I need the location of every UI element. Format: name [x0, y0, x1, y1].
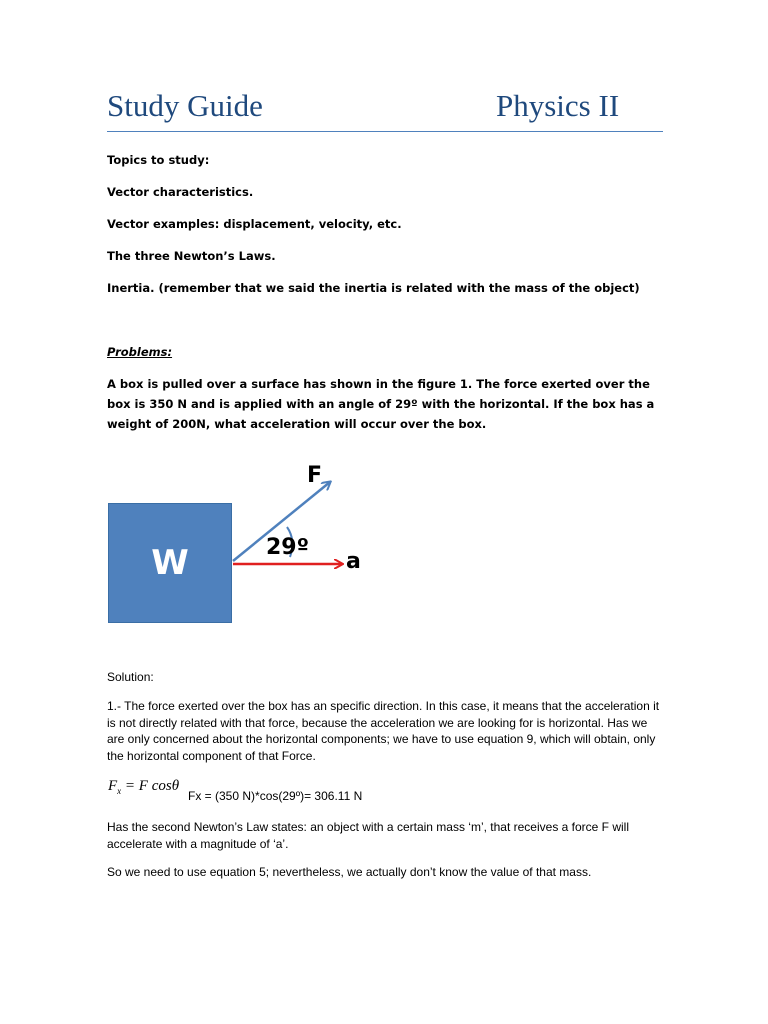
- angle-label: 29º: [266, 535, 310, 560]
- title-physics: Physics II: [496, 88, 620, 123]
- arrows-svg: [100, 455, 400, 635]
- topics-heading: Topics to study:: [107, 153, 210, 167]
- topic-item: Inertia. (remember that we said the inertia is related with the mass of the object): [107, 281, 640, 295]
- newton-text: Has the second Newton’s Law states: an object with a certain mass ‘m’, that receives a force F will accelerate with a magnitude of ‘a’.: [107, 820, 630, 851]
- force-label: F: [307, 463, 323, 488]
- problem-statement: A box is pulled over a surface has shown in the figure 1. The force exerted over the box is 350 N and is applied with an angle of 29º with the horizontal. If the box has a weight of 200N, what acceleration will occur over the box.: [107, 377, 655, 431]
- formula-lhs: F: [108, 778, 118, 794]
- formula-sub: x: [117, 786, 122, 796]
- title-rule: [107, 131, 663, 132]
- title-study-guide: Study Guide: [107, 88, 263, 123]
- equation5-text: So we need to use equation 5; nevertheless, we actually don’t know the value of that mass.: [107, 865, 592, 879]
- force-diagram: [100, 455, 400, 635]
- topic-item: Vector examples: displacement, velocity, etc.: [107, 217, 402, 231]
- formula-rhs: = F cosθ: [124, 778, 180, 794]
- solution-heading: Solution:: [107, 670, 154, 684]
- solution-step-1: 1.- The force exerted over the box has an specific direction. In this case, it means that the acceleration it is not directly related with that force, because the acceleration we are looking for is horizontal. Has we are only concerned about the horizontal components; we have to use equation 9, which will obtain, only the horizontal component of that Force.: [107, 699, 660, 763]
- problems-heading: Problems:: [107, 345, 173, 359]
- weight-label: W: [151, 543, 189, 583]
- formula: [108, 778, 179, 796]
- calculation: Fx = (350 N)*cos(29º)= 306.11 N: [188, 789, 363, 803]
- topic-item: Vector characteristics.: [107, 185, 254, 199]
- acceleration-label: a: [346, 549, 361, 574]
- topic-item: The three Newton’s Laws.: [107, 249, 276, 263]
